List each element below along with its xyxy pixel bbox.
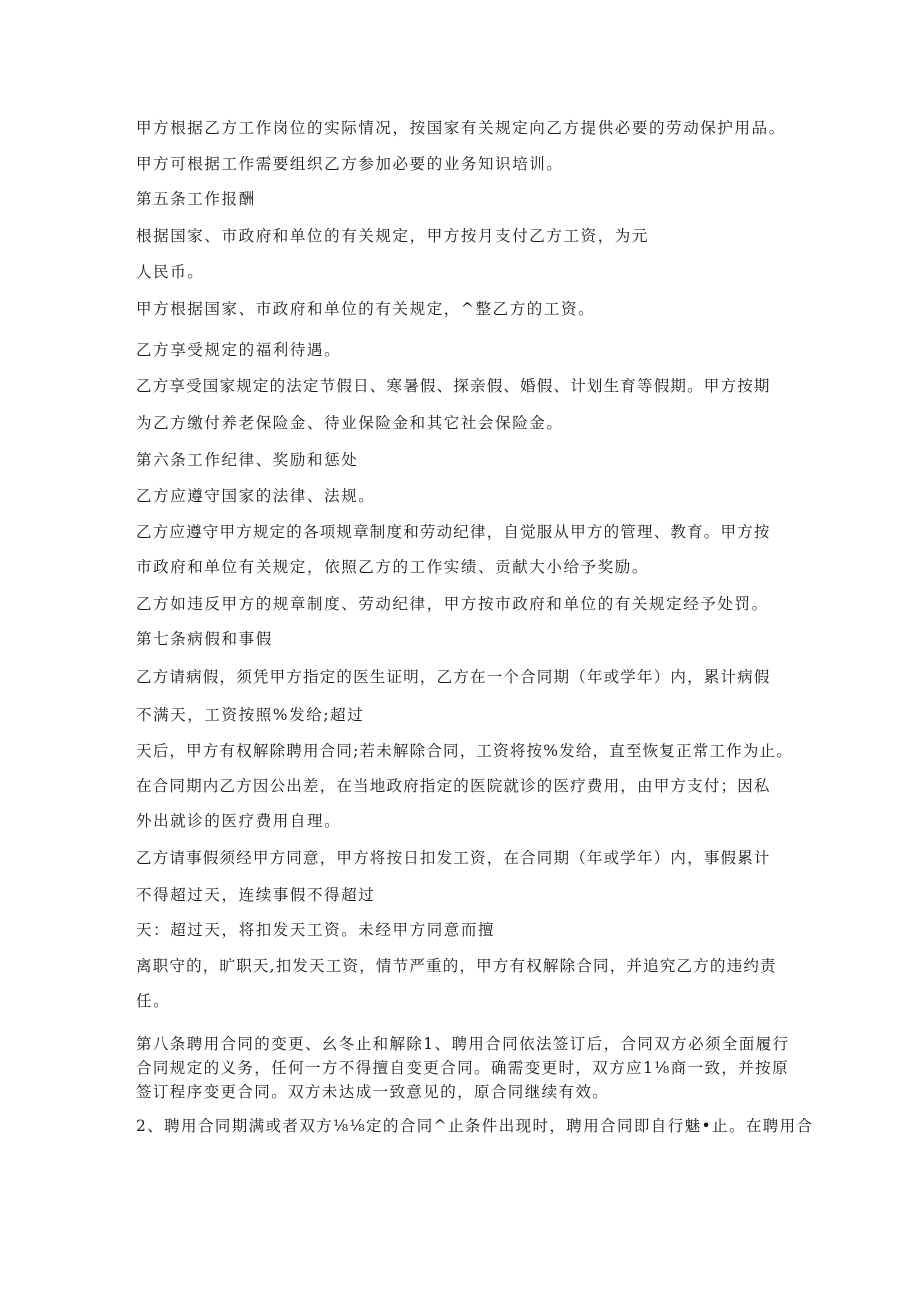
section-heading: 第七条病假和事假 <box>136 630 273 648</box>
paragraph-line: 甲方根据乙方工作岗位的实际情况，按国家有关规定向乙方提供必要的劳动保护用品。 <box>136 119 786 137</box>
paragraph-line: 离职守的，旷职天,扣发天工资，情节严重的，甲方有权解除合同，并追究乙方的违约责 <box>136 957 777 975</box>
paragraph-line: 市政府和单位有关规定，依照乙方的工作实绩、贡献大小给予奖励。 <box>136 558 650 576</box>
paragraph-line: 乙方应遵守甲方规定的各项规章制度和劳动纪律，自觉服从甲方的管理、教育。甲方按 <box>136 523 771 541</box>
paragraph-line: 乙方请事假须经甲方同意，甲方将按日扣发工资，在合同期（年或学年）内，事假累计 <box>136 849 771 867</box>
paragraph-line: 不满天，工资按照%发给;超过 <box>136 706 365 724</box>
paragraph-line: 乙方请病假，须凭甲方指定的医生证明，乙方在一个合同期（年或学年）内，累计病假 <box>136 668 771 686</box>
paragraph-line: 在合同期内乙方因公出差，在当地政府指定的医院就诊的医疗费用，由甲方支付；因私 <box>136 777 771 795</box>
paragraph-line: 人民币。 <box>136 263 205 281</box>
paragraph-line: 甲方根据国家、市政府和单位的有关规定，^整乙方的工资。 <box>136 300 596 318</box>
paragraph-line: 2、聘用合同期满或者双方⅛⅛定的合同^止条件出现时，聘用合同即自行魅•止。在聘用合 <box>136 1117 814 1135</box>
paragraph-line: 合同规定的义务，任何一方不得擅自变更合同。确需变更时，双方应1⅛商一致，并按原 <box>136 1059 789 1077</box>
paragraph-line: 天：超过天，将扣发天工资。未经甲方同意而擅 <box>136 921 496 939</box>
section-heading: 第六条工作纪律、奖励和惩处 <box>136 451 359 469</box>
paragraph-line: 乙方应遵守国家的法律、法规。 <box>136 487 376 505</box>
paragraph-line: 甲方可根据工作需要组织乙方参加必要的业务知识培训。 <box>136 155 564 173</box>
paragraph-line: 为乙方缴付养老保险金、待业保险金和其它社会保险金。 <box>136 414 564 432</box>
section-heading: 第八条聘用合同的变更、幺冬止和解除1、聘用合同依法签订后，合同双方必须全面履行 <box>136 1035 790 1053</box>
paragraph-line: 乙方享受规定的福利待遇。 <box>136 341 342 359</box>
section-heading: 第五条工作报酬 <box>136 190 256 208</box>
paragraph-line: 根据国家、市政府和单位的有关规定，甲方按月支付乙方工资，为元 <box>136 227 650 245</box>
paragraph-line: 签订程序变更合同。双方未达成一致意见的，原合同继续有效。 <box>136 1083 610 1101</box>
paragraph-line: 天后，甲方有权解除聘用合同;若未解除合同，工资将按%发给，直至恢复正常工作为止。 <box>136 742 793 760</box>
paragraph-line: 乙方享受国家规定的法定节假日、寒暑假、探亲假、婚假、计划生育等假期。甲方按期 <box>136 377 771 395</box>
paragraph-line: 外出就诊的医疗费用自理。 <box>136 812 342 830</box>
paragraph-line: 任。 <box>136 992 171 1010</box>
paragraph-line: 不得超过天，连续事假不得超过 <box>136 886 376 904</box>
paragraph-line: 乙方如违反甲方的规章制度、劳动纪律，甲方按市政府和单位的有关规定经予处罚。 <box>136 595 769 613</box>
